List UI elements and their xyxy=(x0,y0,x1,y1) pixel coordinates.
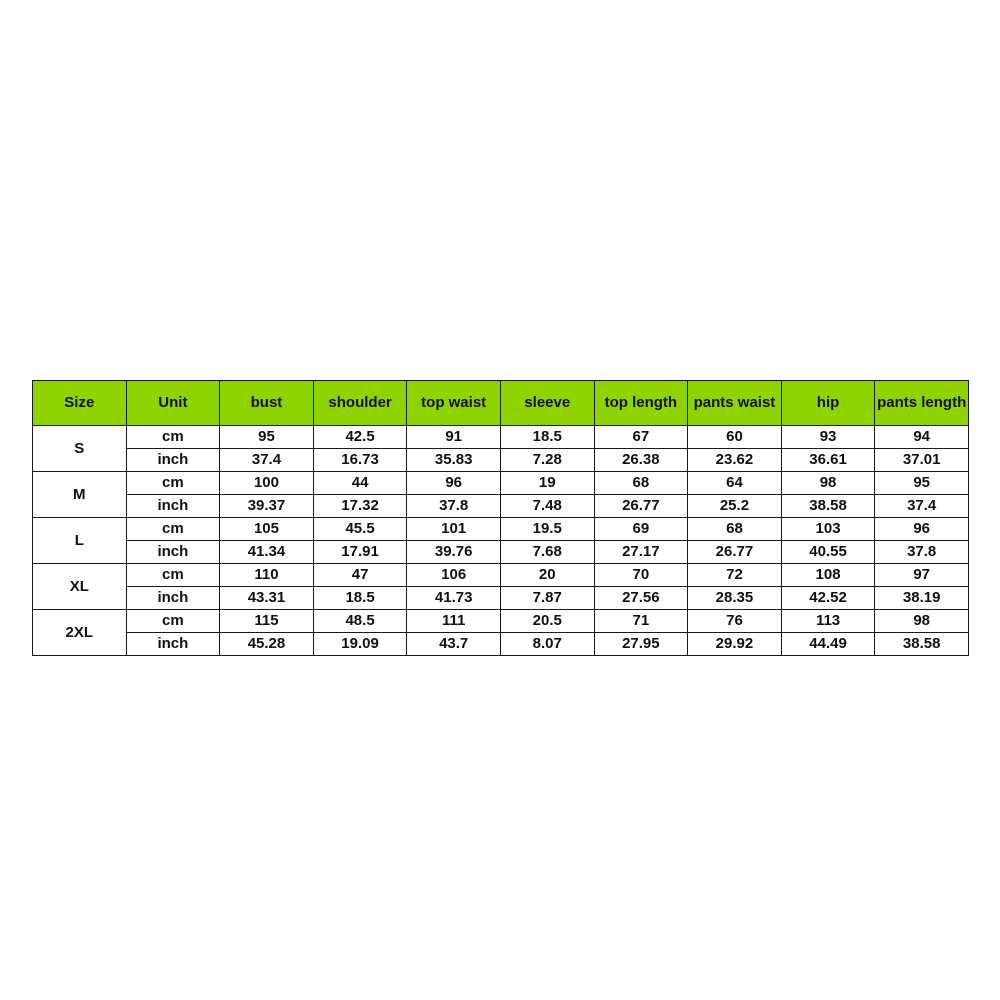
measurement-cell: 39.76 xyxy=(407,541,501,564)
measurement-cell: 72 xyxy=(688,564,782,587)
measurement-cell: 100 xyxy=(220,472,314,495)
measurement-cell: 25.2 xyxy=(688,495,782,518)
measurement-cell: 95 xyxy=(875,472,969,495)
table-row xyxy=(33,449,969,472)
unit-cell: inch xyxy=(126,541,220,564)
table-body xyxy=(33,426,969,656)
table-row xyxy=(33,610,969,633)
measurement-cell: 27.56 xyxy=(594,587,688,610)
measurement-cell: 69 xyxy=(594,518,688,541)
table-row xyxy=(33,426,969,449)
measurement-cell: 35.83 xyxy=(407,449,501,472)
measurement-cell: 27.17 xyxy=(594,541,688,564)
unit-cell: cm xyxy=(126,472,220,495)
measurement-cell: 45.28 xyxy=(220,633,314,656)
measurement-cell: 37.4 xyxy=(220,449,314,472)
table-row xyxy=(33,633,969,656)
measurement-cell: 98 xyxy=(781,472,875,495)
column-header-size: Size xyxy=(33,381,127,426)
measurement-cell: 96 xyxy=(407,472,501,495)
measurement-cell: 103 xyxy=(781,518,875,541)
measurement-cell: 64 xyxy=(688,472,782,495)
table-row xyxy=(33,587,969,610)
header-row xyxy=(33,381,969,426)
measurement-cell: 70 xyxy=(594,564,688,587)
measurement-cell: 38.19 xyxy=(875,587,969,610)
measurement-cell: 113 xyxy=(781,610,875,633)
measurement-cell: 93 xyxy=(781,426,875,449)
measurement-cell: 37.8 xyxy=(407,495,501,518)
measurement-cell: 95 xyxy=(220,426,314,449)
table-header xyxy=(33,381,969,426)
measurement-cell: 23.62 xyxy=(688,449,782,472)
measurement-cell: 26.77 xyxy=(594,495,688,518)
size-label-cell: XL xyxy=(33,564,127,610)
measurement-cell: 98 xyxy=(875,610,969,633)
unit-cell: inch xyxy=(126,587,220,610)
measurement-cell: 44.49 xyxy=(781,633,875,656)
measurement-cell: 17.91 xyxy=(313,541,407,564)
column-header-top-length: top length xyxy=(594,381,688,426)
measurement-cell: 106 xyxy=(407,564,501,587)
measurement-cell: 39.37 xyxy=(220,495,314,518)
measurement-cell: 37.01 xyxy=(875,449,969,472)
measurement-cell: 20 xyxy=(500,564,594,587)
measurement-cell: 26.77 xyxy=(688,541,782,564)
unit-cell: cm xyxy=(126,426,220,449)
unit-cell: cm xyxy=(126,518,220,541)
size-label-cell: L xyxy=(33,518,127,564)
column-header-pants-length: pants length xyxy=(875,381,969,426)
measurement-cell: 47 xyxy=(313,564,407,587)
column-header-top-waist: top waist xyxy=(407,381,501,426)
table-row xyxy=(33,495,969,518)
measurement-cell: 19.09 xyxy=(313,633,407,656)
column-header-hip: hip xyxy=(781,381,875,426)
table-row xyxy=(33,472,969,495)
measurement-cell: 16.73 xyxy=(313,449,407,472)
measurement-cell: 37.8 xyxy=(875,541,969,564)
unit-cell: inch xyxy=(126,495,220,518)
measurement-cell: 18.5 xyxy=(313,587,407,610)
size-chart-table xyxy=(32,380,969,656)
measurement-cell: 18.5 xyxy=(500,426,594,449)
measurement-cell: 36.61 xyxy=(781,449,875,472)
size-label-cell: S xyxy=(33,426,127,472)
unit-cell: inch xyxy=(126,633,220,656)
measurement-cell: 19.5 xyxy=(500,518,594,541)
measurement-cell: 97 xyxy=(875,564,969,587)
size-label-cell: M xyxy=(33,472,127,518)
unit-cell: inch xyxy=(126,449,220,472)
measurement-cell: 43.7 xyxy=(407,633,501,656)
measurement-cell: 42.5 xyxy=(313,426,407,449)
measurement-cell: 94 xyxy=(875,426,969,449)
measurement-cell: 111 xyxy=(407,610,501,633)
measurement-cell: 110 xyxy=(220,564,314,587)
measurement-cell: 105 xyxy=(220,518,314,541)
measurement-cell: 38.58 xyxy=(781,495,875,518)
measurement-cell: 44 xyxy=(313,472,407,495)
measurement-cell: 20.5 xyxy=(500,610,594,633)
measurement-cell: 45.5 xyxy=(313,518,407,541)
measurement-cell: 7.48 xyxy=(500,495,594,518)
measurement-cell: 7.28 xyxy=(500,449,594,472)
column-header-pants-waist: pants waist xyxy=(688,381,782,426)
measurement-cell: 91 xyxy=(407,426,501,449)
measurement-cell: 68 xyxy=(688,518,782,541)
unit-cell: cm xyxy=(126,564,220,587)
table-row xyxy=(33,541,969,564)
measurement-cell: 41.34 xyxy=(220,541,314,564)
measurement-cell: 68 xyxy=(594,472,688,495)
measurement-cell: 37.4 xyxy=(875,495,969,518)
column-header-bust: bust xyxy=(220,381,314,426)
measurement-cell: 29.92 xyxy=(688,633,782,656)
measurement-cell: 96 xyxy=(875,518,969,541)
measurement-cell: 40.55 xyxy=(781,541,875,564)
column-header-sleeve: sleeve xyxy=(500,381,594,426)
measurement-cell: 19 xyxy=(500,472,594,495)
measurement-cell: 41.73 xyxy=(407,587,501,610)
measurement-cell: 8.07 xyxy=(500,633,594,656)
measurement-cell: 27.95 xyxy=(594,633,688,656)
measurement-cell: 60 xyxy=(688,426,782,449)
measurement-cell: 101 xyxy=(407,518,501,541)
measurement-cell: 17.32 xyxy=(313,495,407,518)
column-header-unit: Unit xyxy=(126,381,220,426)
size-label-cell: 2XL xyxy=(33,610,127,656)
measurement-cell: 115 xyxy=(220,610,314,633)
measurement-cell: 7.68 xyxy=(500,541,594,564)
measurement-cell: 108 xyxy=(781,564,875,587)
measurement-cell: 48.5 xyxy=(313,610,407,633)
measurement-cell: 71 xyxy=(594,610,688,633)
measurement-cell: 67 xyxy=(594,426,688,449)
measurement-cell: 43.31 xyxy=(220,587,314,610)
measurement-cell: 26.38 xyxy=(594,449,688,472)
measurement-cell: 76 xyxy=(688,610,782,633)
table-row xyxy=(33,518,969,541)
measurement-cell: 42.52 xyxy=(781,587,875,610)
table-row xyxy=(33,564,969,587)
measurement-cell: 28.35 xyxy=(688,587,782,610)
measurement-cell: 7.87 xyxy=(500,587,594,610)
measurement-cell: 38.58 xyxy=(875,633,969,656)
unit-cell: cm xyxy=(126,610,220,633)
column-header-shoulder: shoulder xyxy=(313,381,407,426)
